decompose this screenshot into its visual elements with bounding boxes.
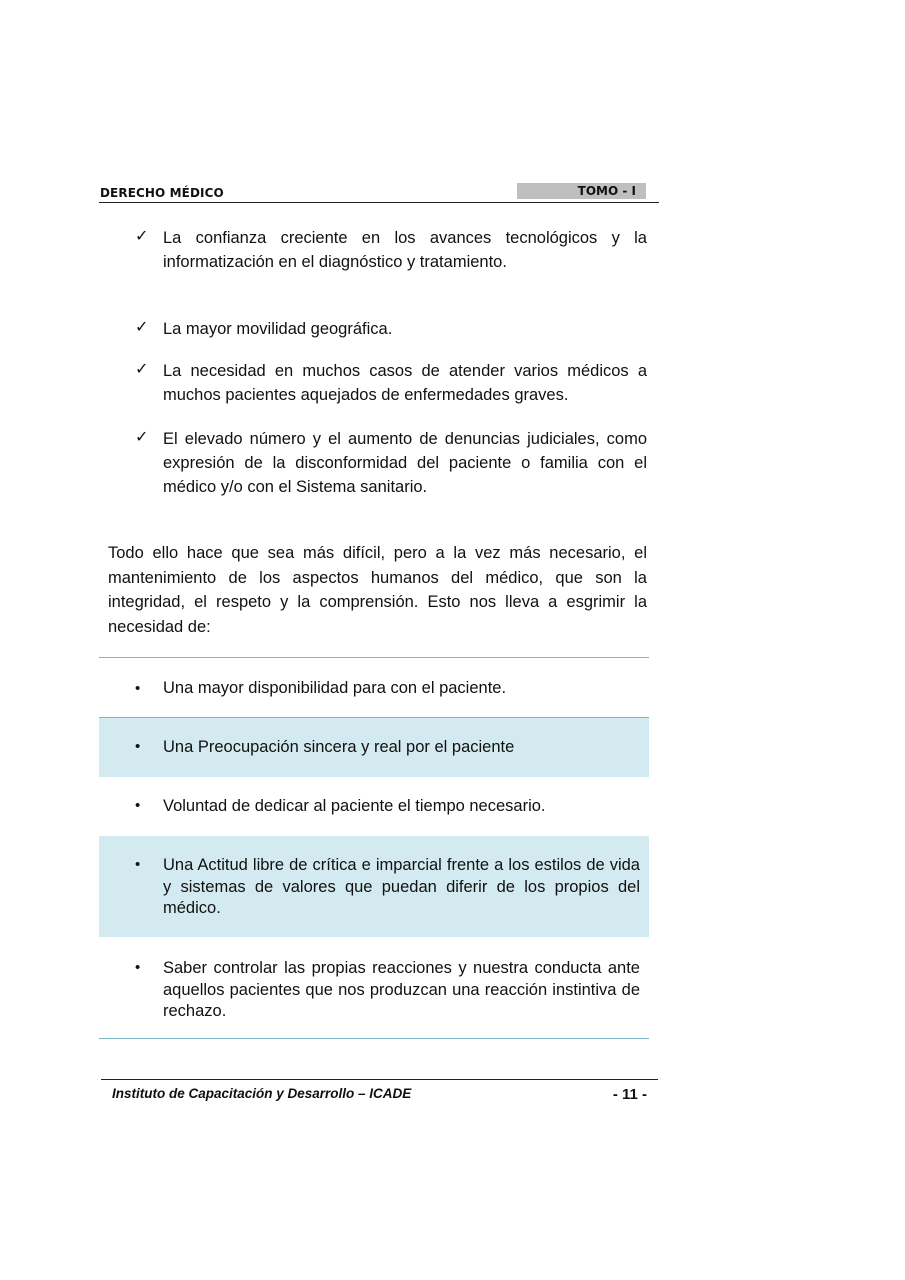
header-tomo: TOMO - I — [577, 184, 636, 198]
footer-institute: Instituto de Capacitación y Desarrollo – ICADE — [112, 1086, 412, 1101]
table-row — [99, 718, 649, 777]
table-row — [99, 658, 649, 718]
check-icon: ✓ — [135, 226, 149, 245]
bullet-icon: • — [135, 959, 141, 976]
table-row-text: Saber controlar las propias reacciones y nuestra conducta ante aquellos pacientes que nos produzcan una reacción instintiva de rechazo. — [163, 959, 640, 1020]
page-header — [99, 181, 659, 203]
check-item-text: La confianza creciente en los avances tecnológicos y la informatización en el diagnóstico y tratamiento. — [163, 229, 647, 271]
check-item-text: La necesidad en muchos casos de atender varios médicos a muchos pacientes aquejados de enfermedades graves. — [163, 362, 647, 404]
bullet-icon: • — [135, 856, 141, 873]
page-footer — [101, 1079, 658, 1110]
check-item-text: El elevado número y el aumento de denuncias judiciales, como expresión de la disconformidad del paciente o familia con el médico y/o con el Sistema sanitario. — [163, 430, 647, 496]
check-item-text: La mayor movilidad geográfica. — [163, 320, 393, 338]
bullet-icon: • — [135, 797, 141, 814]
check-icon: ✓ — [135, 427, 149, 446]
page-number: - 11 - — [612, 1086, 647, 1103]
body-paragraph: Todo ello hace que sea más difícil, pero a la vez más necesario, el mantenimiento de los aspectos humanos del médico, que son la integridad, el respeto y la comprensión. Esto nos lleva a esgrimir la necesidad de: — [108, 544, 647, 636]
table-row-text: Una Preocupación sincera y real por el paciente — [163, 738, 515, 756]
table-row-text: Voluntad de dedicar al paciente el tiempo necesario. — [163, 797, 546, 815]
table-row-text: Una Actitud libre de crítica e imparcial frente a los estilos de vida y sistemas de valores que puedan diferir de los propios del médico. — [163, 856, 640, 917]
bullet-icon: • — [135, 738, 141, 755]
table-row-text: Una mayor disponibilidad para con el paciente. — [163, 679, 507, 697]
header-tomo-box — [517, 183, 646, 199]
table-row — [99, 777, 649, 836]
table-row — [99, 836, 649, 937]
table-rule — [99, 1038, 649, 1039]
table-row — [99, 937, 649, 1037]
check-icon: ✓ — [135, 317, 149, 336]
bullet-icon: • — [135, 680, 141, 697]
check-icon: ✓ — [135, 359, 149, 378]
header-title: DERECHO MÉDICO — [100, 186, 224, 200]
